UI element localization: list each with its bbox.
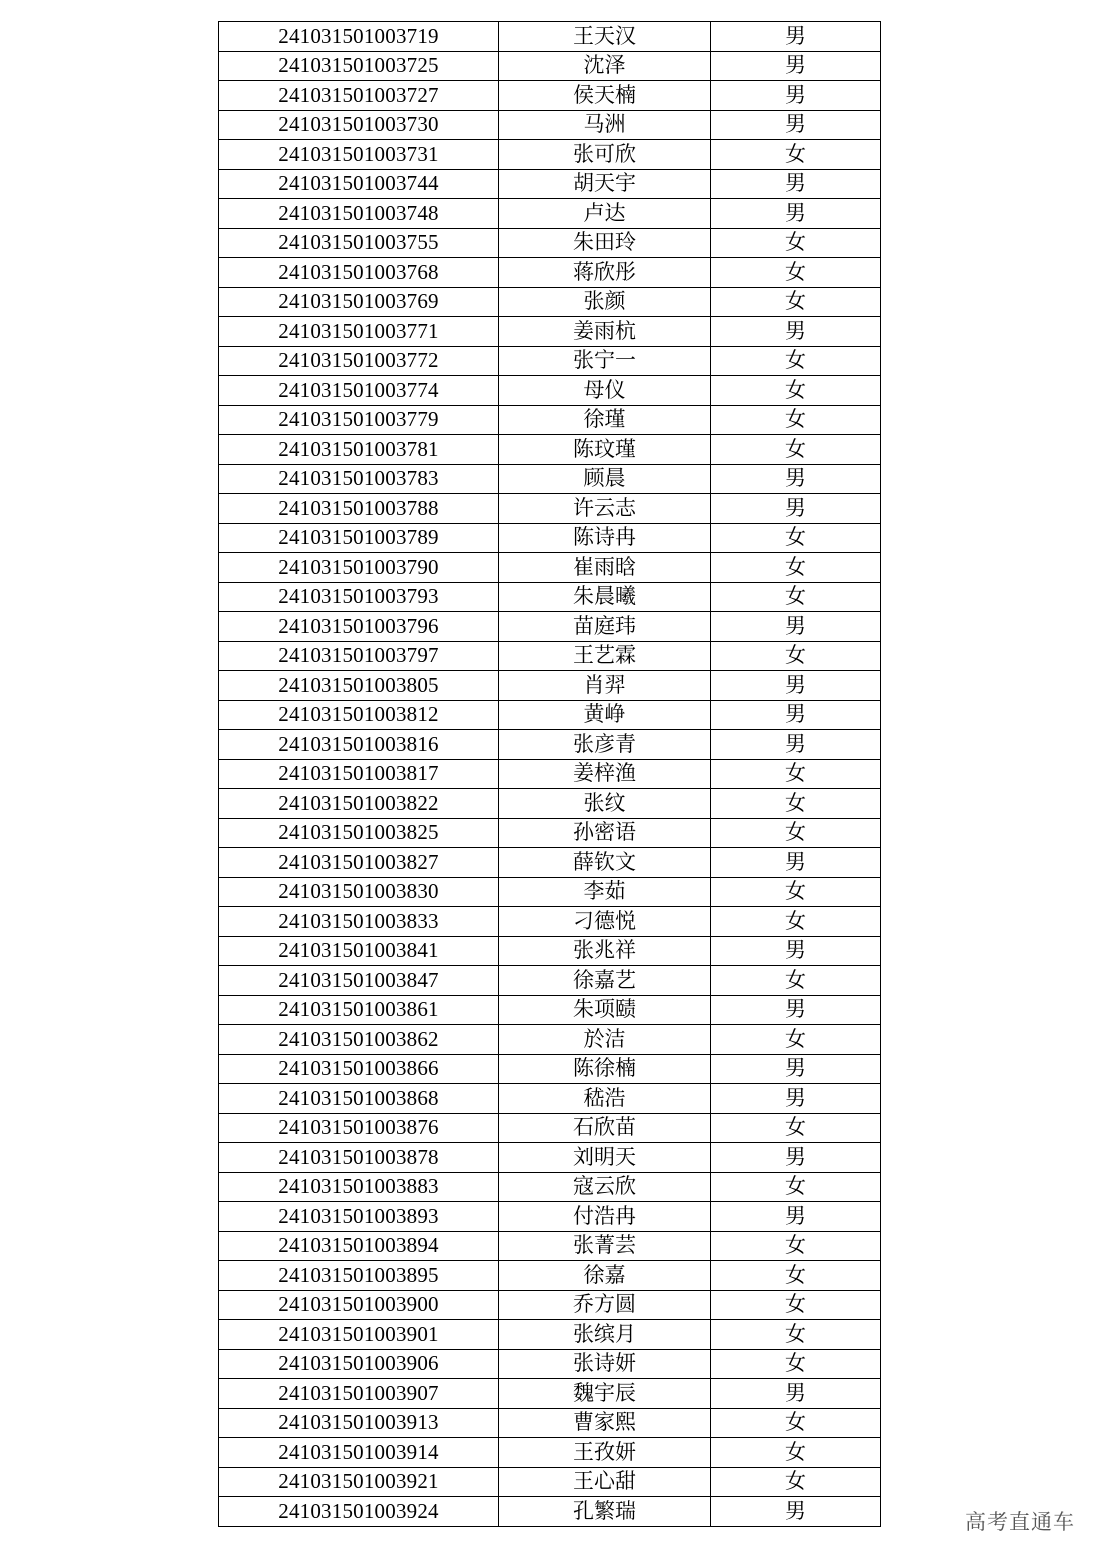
table-row — [219, 81, 881, 111]
table-row — [219, 1231, 881, 1261]
gender-cell: 男 — [711, 317, 881, 347]
table-row — [219, 228, 881, 258]
student-id-cell: 241031501003790 — [219, 553, 499, 583]
roster-body — [219, 22, 881, 1527]
table-row — [219, 582, 881, 612]
student-id-cell: 241031501003783 — [219, 464, 499, 494]
student-id-cell: 241031501003841 — [219, 936, 499, 966]
student-id-cell: 241031501003727 — [219, 81, 499, 111]
gender-cell: 女 — [711, 1261, 881, 1291]
student-name-cell: 许云志 — [499, 494, 711, 524]
student-name-cell: 胡天宇 — [499, 169, 711, 199]
gender-cell: 女 — [711, 1349, 881, 1379]
student-name-cell: 马洲 — [499, 110, 711, 140]
gender-cell: 女 — [711, 405, 881, 435]
student-name-cell: 张兆祥 — [499, 936, 711, 966]
gender-cell: 女 — [711, 877, 881, 907]
table-row — [219, 317, 881, 347]
table-row — [219, 730, 881, 760]
gender-cell: 女 — [711, 907, 881, 937]
student-name-cell: 黄峥 — [499, 700, 711, 730]
student-id-cell: 241031501003894 — [219, 1231, 499, 1261]
student-id-cell: 241031501003731 — [219, 140, 499, 170]
gender-cell: 男 — [711, 169, 881, 199]
gender-cell: 女 — [711, 582, 881, 612]
student-id-cell: 241031501003913 — [219, 1408, 499, 1438]
student-id-cell: 241031501003817 — [219, 759, 499, 789]
student-name-cell: 刁德悦 — [499, 907, 711, 937]
table-row — [219, 995, 881, 1025]
student-name-cell: 朱项赜 — [499, 995, 711, 1025]
table-row — [219, 553, 881, 583]
gender-cell: 男 — [711, 936, 881, 966]
student-name-cell: 魏宇辰 — [499, 1379, 711, 1409]
student-id-cell: 241031501003907 — [219, 1379, 499, 1409]
student-id-cell: 241031501003789 — [219, 523, 499, 553]
student-name-cell: 嵇浩 — [499, 1084, 711, 1114]
student-name-cell: 徐瑾 — [499, 405, 711, 435]
watermark-text: 高考直通车 — [965, 1510, 1075, 1534]
student-id-cell: 241031501003868 — [219, 1084, 499, 1114]
student-id-cell: 241031501003796 — [219, 612, 499, 642]
table-row — [219, 671, 881, 701]
student-id-cell: 241031501003876 — [219, 1113, 499, 1143]
student-name-cell: 蒋欣彤 — [499, 258, 711, 288]
student-id-cell: 241031501003816 — [219, 730, 499, 760]
student-name-cell: 朱晨曦 — [499, 582, 711, 612]
student-id-cell: 241031501003924 — [219, 1497, 499, 1527]
student-id-cell: 241031501003755 — [219, 228, 499, 258]
student-name-cell: 沈泽 — [499, 51, 711, 81]
student-id-cell: 241031501003833 — [219, 907, 499, 937]
table-row — [219, 1261, 881, 1291]
gender-cell: 女 — [711, 140, 881, 170]
gender-cell: 女 — [711, 1467, 881, 1497]
gender-cell: 女 — [711, 789, 881, 819]
gender-cell: 男 — [711, 1497, 881, 1527]
student-id-cell: 241031501003878 — [219, 1143, 499, 1173]
student-name-cell: 王心甜 — [499, 1467, 711, 1497]
student-name-cell: 王孜妍 — [499, 1438, 711, 1468]
gender-cell: 女 — [711, 346, 881, 376]
table-row — [219, 1467, 881, 1497]
table-row — [219, 1113, 881, 1143]
table-row — [219, 110, 881, 140]
student-id-cell: 241031501003921 — [219, 1467, 499, 1497]
gender-cell: 女 — [711, 1231, 881, 1261]
table-row — [219, 376, 881, 406]
table-row — [219, 1202, 881, 1232]
table-row — [219, 405, 881, 435]
student-name-cell: 陈诗冉 — [499, 523, 711, 553]
table-row — [219, 51, 881, 81]
gender-cell: 男 — [711, 494, 881, 524]
table-row — [219, 907, 881, 937]
student-id-cell: 241031501003883 — [219, 1172, 499, 1202]
gender-cell: 男 — [711, 464, 881, 494]
gender-cell: 女 — [711, 1290, 881, 1320]
table-row — [219, 523, 881, 553]
student-name-cell: 张可欣 — [499, 140, 711, 170]
table-row — [219, 199, 881, 229]
student-id-cell: 241031501003861 — [219, 995, 499, 1025]
student-id-cell: 241031501003866 — [219, 1054, 499, 1084]
table-row — [219, 759, 881, 789]
table-row — [219, 966, 881, 996]
student-name-cell: 於洁 — [499, 1025, 711, 1055]
table-row — [219, 789, 881, 819]
student-name-cell: 乔方圆 — [499, 1290, 711, 1320]
student-id-cell: 241031501003771 — [219, 317, 499, 347]
gender-cell: 女 — [711, 1172, 881, 1202]
student-id-cell: 241031501003827 — [219, 848, 499, 878]
table-row — [219, 1172, 881, 1202]
student-name-cell: 姜雨杭 — [499, 317, 711, 347]
table-row — [219, 1408, 881, 1438]
table-row — [219, 1084, 881, 1114]
table-row — [219, 258, 881, 288]
gender-cell: 女 — [711, 376, 881, 406]
gender-cell: 女 — [711, 641, 881, 671]
table-row — [219, 818, 881, 848]
student-id-cell: 241031501003793 — [219, 582, 499, 612]
gender-cell: 男 — [711, 1084, 881, 1114]
student-id-cell: 241031501003788 — [219, 494, 499, 524]
table-row — [219, 1290, 881, 1320]
student-name-cell: 母仪 — [499, 376, 711, 406]
student-name-cell: 张诗妍 — [499, 1349, 711, 1379]
table-row — [219, 936, 881, 966]
gender-cell: 男 — [711, 671, 881, 701]
gender-cell: 男 — [711, 110, 881, 140]
student-id-cell: 241031501003825 — [219, 818, 499, 848]
student-name-cell: 张菁芸 — [499, 1231, 711, 1261]
table-row — [219, 1054, 881, 1084]
student-name-cell: 王艺霖 — [499, 641, 711, 671]
student-id-cell: 241031501003805 — [219, 671, 499, 701]
student-id-cell: 241031501003774 — [219, 376, 499, 406]
student-id-cell: 241031501003893 — [219, 1202, 499, 1232]
gender-cell: 女 — [711, 228, 881, 258]
student-id-cell: 241031501003895 — [219, 1261, 499, 1291]
gender-cell: 女 — [711, 435, 881, 465]
student-id-cell: 241031501003772 — [219, 346, 499, 376]
student-id-cell: 241031501003779 — [219, 405, 499, 435]
gender-cell: 女 — [711, 1320, 881, 1350]
gender-cell: 男 — [711, 848, 881, 878]
table-row — [219, 641, 881, 671]
gender-cell: 女 — [711, 523, 881, 553]
gender-cell: 男 — [711, 81, 881, 111]
gender-cell: 男 — [711, 1143, 881, 1173]
student-name-cell: 张缤月 — [499, 1320, 711, 1350]
student-name-cell: 张彦青 — [499, 730, 711, 760]
student-id-cell: 241031501003769 — [219, 287, 499, 317]
table-row — [219, 1379, 881, 1409]
student-name-cell: 曹家熙 — [499, 1408, 711, 1438]
gender-cell: 男 — [711, 995, 881, 1025]
student-id-cell: 241031501003914 — [219, 1438, 499, 1468]
table-row — [219, 612, 881, 642]
student-name-cell: 孔繁瑞 — [499, 1497, 711, 1527]
student-name-cell: 寇云欣 — [499, 1172, 711, 1202]
student-name-cell: 肖羿 — [499, 671, 711, 701]
table-row — [219, 1497, 881, 1527]
student-id-cell: 241031501003900 — [219, 1290, 499, 1320]
student-id-cell: 241031501003719 — [219, 22, 499, 52]
gender-cell: 女 — [711, 966, 881, 996]
gender-cell: 男 — [711, 22, 881, 52]
student-name-cell: 付浩冉 — [499, 1202, 711, 1232]
student-id-cell: 241031501003822 — [219, 789, 499, 819]
table-row — [219, 287, 881, 317]
student-id-cell: 241031501003725 — [219, 51, 499, 81]
table-row — [219, 1438, 881, 1468]
student-name-cell: 顾晨 — [499, 464, 711, 494]
student-id-cell: 241031501003730 — [219, 110, 499, 140]
student-name-cell: 刘明天 — [499, 1143, 711, 1173]
table-row — [219, 435, 881, 465]
table-row — [219, 464, 881, 494]
table-row — [219, 346, 881, 376]
student-name-cell: 孙密语 — [499, 818, 711, 848]
table-row — [219, 1025, 881, 1055]
student-id-cell: 241031501003768 — [219, 258, 499, 288]
student-id-cell: 241031501003830 — [219, 877, 499, 907]
student-id-cell: 241031501003862 — [219, 1025, 499, 1055]
table-row — [219, 1349, 881, 1379]
student-id-cell: 241031501003812 — [219, 700, 499, 730]
student-name-cell: 张颜 — [499, 287, 711, 317]
student-name-cell: 崔雨晗 — [499, 553, 711, 583]
gender-cell: 女 — [711, 1113, 881, 1143]
gender-cell: 男 — [711, 1202, 881, 1232]
gender-cell: 男 — [711, 199, 881, 229]
gender-cell: 男 — [711, 1054, 881, 1084]
gender-cell: 女 — [711, 1438, 881, 1468]
student-name-cell: 张纹 — [499, 789, 711, 819]
gender-cell: 女 — [711, 553, 881, 583]
student-id-cell: 241031501003748 — [219, 199, 499, 229]
table-row — [219, 1320, 881, 1350]
gender-cell: 女 — [711, 1025, 881, 1055]
table-row — [219, 494, 881, 524]
student-id-cell: 241031501003781 — [219, 435, 499, 465]
student-name-cell: 薛钦文 — [499, 848, 711, 878]
table-row — [219, 169, 881, 199]
gender-cell: 男 — [711, 1379, 881, 1409]
student-name-cell: 李茹 — [499, 877, 711, 907]
gender-cell: 女 — [711, 818, 881, 848]
student-name-cell: 卢达 — [499, 199, 711, 229]
student-name-cell: 苗庭玮 — [499, 612, 711, 642]
student-roster-table — [218, 21, 881, 1527]
gender-cell: 男 — [711, 700, 881, 730]
student-id-cell: 241031501003906 — [219, 1349, 499, 1379]
gender-cell: 女 — [711, 258, 881, 288]
student-name-cell: 王天汉 — [499, 22, 711, 52]
gender-cell: 女 — [711, 287, 881, 317]
table-row — [219, 877, 881, 907]
table-row — [219, 700, 881, 730]
student-name-cell: 徐嘉 — [499, 1261, 711, 1291]
student-name-cell: 朱田玲 — [499, 228, 711, 258]
student-name-cell: 徐嘉艺 — [499, 966, 711, 996]
student-id-cell: 241031501003797 — [219, 641, 499, 671]
gender-cell: 男 — [711, 730, 881, 760]
gender-cell: 男 — [711, 612, 881, 642]
student-name-cell: 陈玟瑾 — [499, 435, 711, 465]
student-name-cell: 侯天楠 — [499, 81, 711, 111]
table-row — [219, 848, 881, 878]
gender-cell: 女 — [711, 1408, 881, 1438]
table-row — [219, 140, 881, 170]
student-id-cell: 241031501003901 — [219, 1320, 499, 1350]
table-row — [219, 1143, 881, 1173]
gender-cell: 女 — [711, 759, 881, 789]
student-name-cell: 石欣苗 — [499, 1113, 711, 1143]
student-id-cell: 241031501003847 — [219, 966, 499, 996]
student-name-cell: 张宁一 — [499, 346, 711, 376]
student-name-cell: 陈徐楠 — [499, 1054, 711, 1084]
student-name-cell: 姜梓渔 — [499, 759, 711, 789]
student-id-cell: 241031501003744 — [219, 169, 499, 199]
gender-cell: 男 — [711, 51, 881, 81]
table-row — [219, 22, 881, 52]
